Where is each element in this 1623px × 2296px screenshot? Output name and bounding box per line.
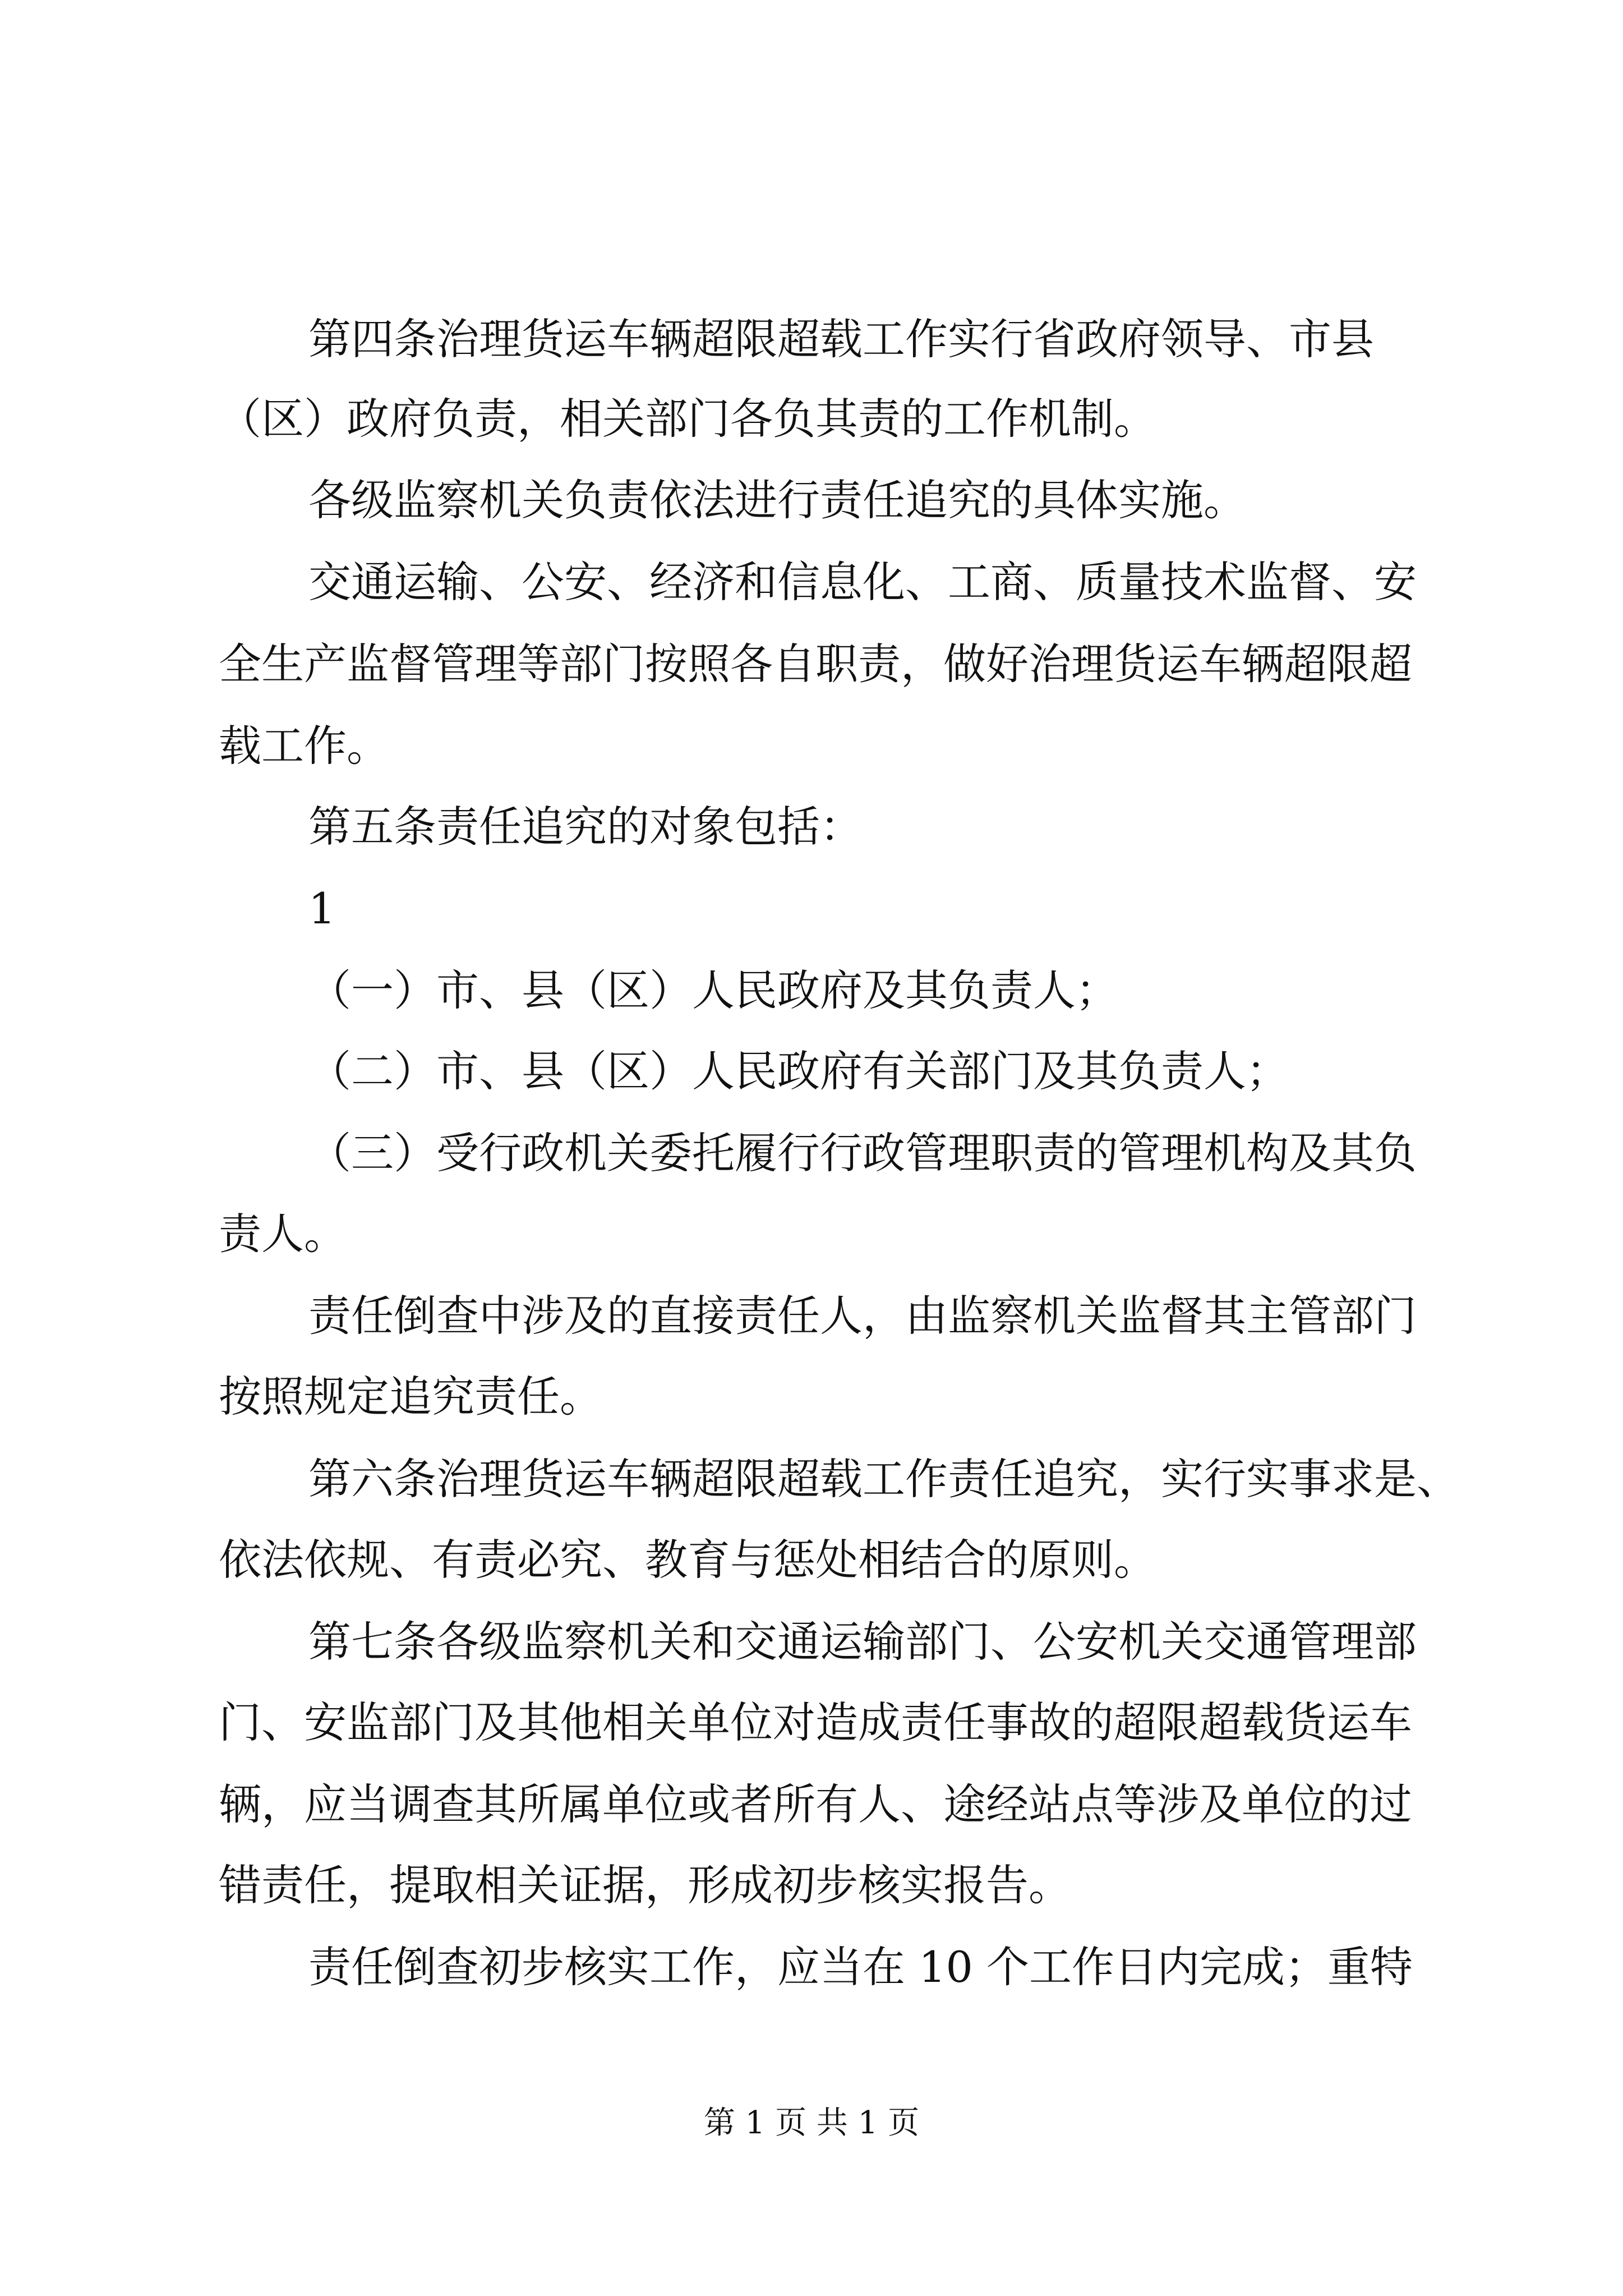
paragraph-line: 责人。 — [219, 1209, 347, 1259]
paragraph-line: 辆，应当调查其所属单位或者所有人、途经站点等涉及单位的过 — [219, 1779, 1412, 1829]
paragraph-line: 错责任，提取相关证据，形成初步核实报告。 — [219, 1860, 1071, 1910]
paragraph-line: 载工作。 — [219, 721, 389, 771]
paragraph-line: 门、安监部门及其他相关单位对造成责任事故的超限超载货运车 — [219, 1697, 1412, 1747]
paragraph-line: 第五条责任追究的对象包括： — [308, 802, 863, 852]
paragraph-line: （区）政府负责，相关部门各负其责的工作机制。 — [219, 394, 1156, 444]
paragraph-line: （二）市、县（区）人民政府有关部门及其负责人； — [308, 1046, 1289, 1096]
paragraph-line: 责任倒查初步核实工作，应当在 10 个工作日内完成；重特 — [308, 1942, 1413, 1992]
paragraph-line: 第四条治理货运车辆超限超载工作实行省政府领导、市县 — [308, 314, 1374, 364]
paragraph-line: 交通运输、公安、经济和信息化、工商、质量技术监督、安 — [308, 557, 1417, 607]
page-footer: 第 1 页 共 1 页 — [703, 2105, 920, 2141]
paragraph-line: 依法依规、有责必究、教育与惩处相结合的原则。 — [219, 1535, 1156, 1585]
paragraph-line: （一）市、县（区）人民政府及其负责人； — [308, 965, 1118, 1015]
paragraph-line: 1 — [308, 884, 336, 933]
paragraph-line: 责任倒查中涉及的直接责任人，由监察机关监督其主管部门 — [308, 1291, 1417, 1341]
paragraph-line: 各级监察机关负责依法进行责任追究的具体实施。 — [308, 475, 1246, 525]
paragraph-line: （三）受行政机关委托履行行政管理职责的管理机构及其负 — [308, 1128, 1417, 1178]
paragraph-line: 全生产监督管理等部门按照各自职责，做好治理货运车辆超限超 — [219, 639, 1412, 689]
paragraph-line: 第六条治理货运车辆超限超载工作责任追究，实行实事求是、 — [308, 1454, 1459, 1504]
paragraph-line: 第七条各级监察机关和交通运输部门、公安机关交通管理部 — [308, 1617, 1417, 1667]
paragraph-line: 按照规定追究责任。 — [219, 1372, 602, 1421]
